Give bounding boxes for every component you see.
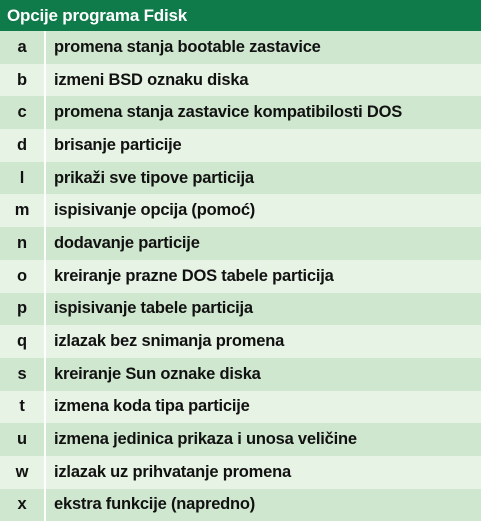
table-row bbox=[0, 64, 481, 97]
option-key: l bbox=[19, 168, 25, 187]
table-row bbox=[0, 358, 481, 391]
option-description: promena stanja zastavice kompatibilosti DOS bbox=[54, 103, 403, 122]
table-row bbox=[0, 456, 481, 489]
table-row bbox=[0, 227, 481, 260]
table-row bbox=[0, 162, 481, 195]
option-key: q bbox=[17, 332, 27, 351]
option-key: u bbox=[17, 430, 27, 449]
option-description: izmeni BSD oznaku diska bbox=[54, 70, 249, 89]
option-key: d bbox=[17, 135, 27, 154]
option-description: izmena koda tipa particije bbox=[54, 397, 250, 416]
option-key: w bbox=[15, 462, 29, 481]
option-key: c bbox=[17, 103, 27, 122]
option-description: prikaži sve tipove particija bbox=[54, 168, 254, 187]
option-key: m bbox=[14, 201, 30, 220]
table-row bbox=[0, 96, 481, 129]
table-row bbox=[0, 325, 481, 358]
option-description: izmena jedinica prikaza i unosa veličine bbox=[54, 430, 357, 449]
option-description: izlazak bez snimanja promena bbox=[54, 332, 285, 351]
table-row bbox=[0, 391, 481, 424]
table-row bbox=[0, 194, 481, 227]
option-description: izlazak uz prihvatanje promena bbox=[54, 462, 291, 481]
option-key: x bbox=[17, 495, 27, 514]
option-key: n bbox=[17, 233, 27, 252]
table-title: Opcije programa Fdisk bbox=[0, 0, 481, 31]
option-key: p bbox=[17, 299, 27, 318]
table-row bbox=[0, 293, 481, 326]
option-key: a bbox=[17, 37, 27, 56]
option-description: promena stanja bootable zastavice bbox=[54, 37, 321, 56]
option-description: dodavanje particije bbox=[54, 233, 200, 252]
option-description: brisanje particije bbox=[54, 135, 182, 154]
table-row bbox=[0, 260, 481, 293]
option-key: o bbox=[17, 266, 27, 285]
option-key: t bbox=[19, 397, 25, 416]
option-description: kreiranje Sun oznake diska bbox=[54, 364, 261, 383]
column-divider bbox=[44, 31, 46, 521]
table-row bbox=[0, 489, 481, 522]
option-description: ispisivanje tabele particija bbox=[54, 299, 253, 318]
table-row bbox=[0, 129, 481, 162]
table-row bbox=[0, 423, 481, 456]
option-description: ekstra funkcije (napredno) bbox=[54, 495, 256, 514]
option-description: kreiranje prazne DOS tabele particija bbox=[54, 266, 334, 285]
option-key: b bbox=[17, 70, 27, 89]
option-key: s bbox=[17, 364, 27, 383]
table-row bbox=[0, 31, 481, 64]
option-description: ispisivanje opcija (pomoć) bbox=[54, 201, 256, 220]
options-list bbox=[0, 31, 481, 521]
